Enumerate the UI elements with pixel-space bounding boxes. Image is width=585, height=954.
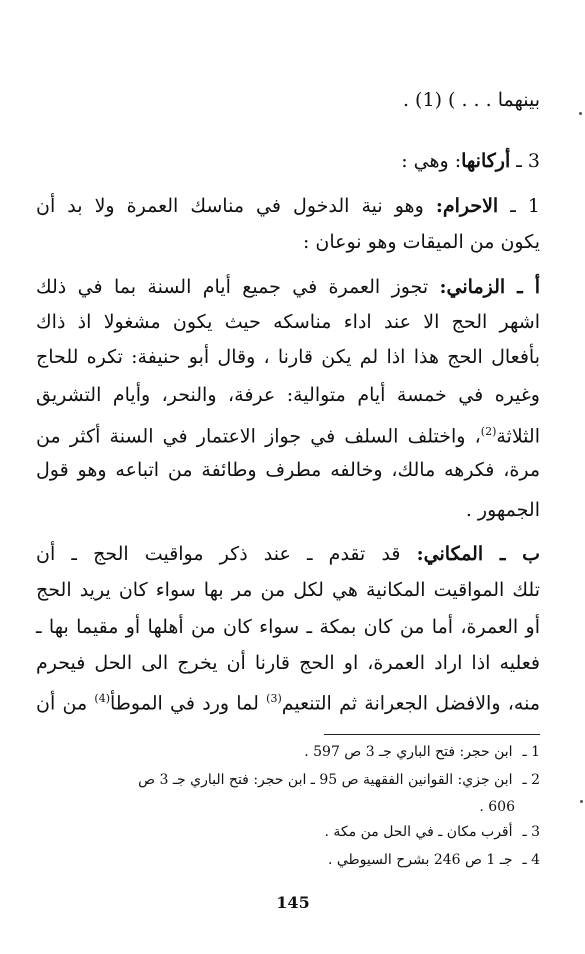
footnote: [150, 742, 540, 764]
footnote: [36, 770, 540, 792]
text-line: بينهما . . . ) (1) .: [402, 89, 540, 111]
footnote-ref: (2): [480, 425, 497, 438]
text-line: الجمهور .: [465, 499, 540, 521]
text-line: مرة، فكرهه مالك، وخالفه مطرف وطائفة من اتباعه وهو قول: [36, 459, 540, 481]
footnote-number: 4 ـ: [522, 852, 540, 868]
footnote-ref: (4): [94, 692, 110, 705]
page-number: 145: [276, 893, 310, 912]
text-line: أو العمرة، أما من كان بمكة ـ سواء كان من أهلها أو مقيما بها ـ: [36, 616, 540, 638]
term-heading: ب ـ المكاني:: [416, 543, 541, 565]
section-title: أركانها: [461, 150, 511, 172]
text-line: أ ـ الزماني: تجوز العمرة في جميع أيام السنة بما في ذلك: [36, 276, 540, 298]
section-heading: 3 ـ أركانها: وهي :: [401, 150, 540, 172]
text-line: 1 ـ الاحرام: وهو نية الدخول في مناسك العمرة ولا بد أن: [36, 195, 540, 217]
term-heading: الاحرام:: [435, 195, 499, 217]
footnote-number: 1 ـ: [522, 744, 540, 760]
scan-speck: [579, 112, 582, 115]
footnote-text: جـ 1 ص 246 بشرح السيوطي .: [327, 852, 513, 868]
footnote: [300, 797, 515, 819]
text-line: الثلاثة$^{(2)}$، واختلف السلف في جواز الاعتمار في السنة أكثر من: [36, 425, 540, 448]
footnote-text: 606 .: [479, 799, 515, 815]
scan-speck: [580, 800, 583, 803]
text-line: تلك المواقيت المكانية هي لكل من مر بها سواء كان يريد الحج: [36, 579, 540, 601]
footnote-text: ابن حجر: فتح الباري جـ 3 ص 597 .: [304, 744, 513, 760]
text-line: وغيره في خمسة أيام متوالية: عرفة، والنحر، وأيام التشريق: [36, 384, 540, 406]
footnote: [200, 850, 540, 872]
text-line: منه، والافضل الجعرانة ثم التنعيم$^{(3)}$ لما ورد في الموطأ$^{(4)}$ من أن: [36, 692, 541, 715]
text-line: بأفعال الحج هذا اذا لم يكن قارنا ، وقال أبو حنيفة: تكره للحاج: [36, 346, 540, 368]
text-line: ب ـ المكاني: قد تقدم ـ عند ذكر مواقيت الحج ـ أن: [36, 543, 541, 565]
text-line: فعليه اذا اراد العمرة، او الحج قارنا أن يخرج الى الحل فيحرم: [36, 652, 540, 674]
footnote-number: 3 ـ: [522, 824, 540, 840]
term-heading: أ ـ الزماني:: [439, 276, 540, 298]
footnote-divider: [324, 734, 540, 735]
footnote-text: ابن جزي: القوانين الفقهية ص 95 ـ ابن حجر: فتح الباري جـ 3 ص: [138, 772, 513, 788]
footnote-number: 2 ـ: [522, 772, 540, 788]
footnote-ref: (3): [266, 692, 282, 705]
footnote: [200, 822, 540, 844]
text-line: اشهر الحج الا عند اداء مناسكه حيث يكون مشغولا اذ ذاك: [36, 311, 540, 333]
footnote-text: أقرب مكان ـ في الحل من مكة .: [324, 824, 513, 840]
text-line: يكون من الميقات وهو نوعان :: [302, 231, 540, 253]
